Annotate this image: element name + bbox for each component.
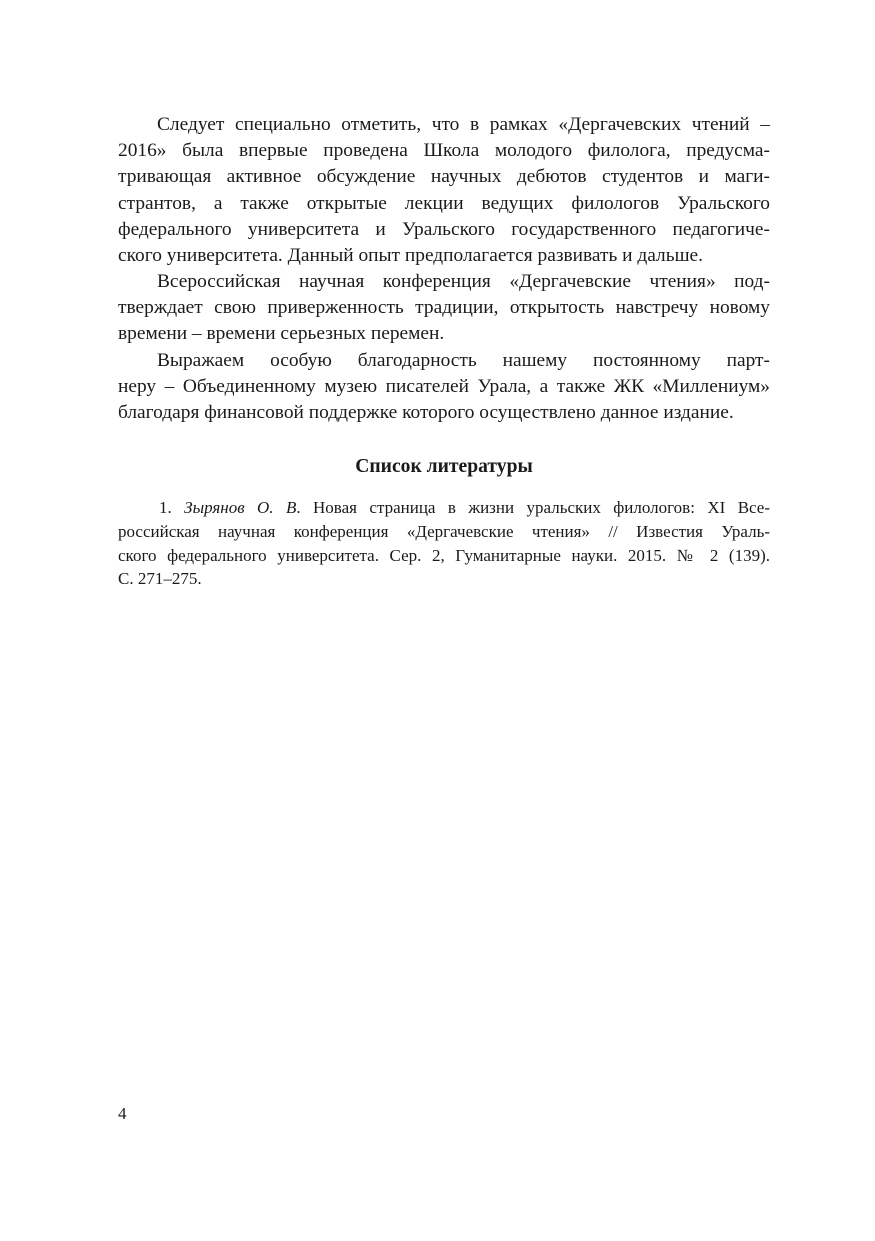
- paragraph-line: Выражаем особую благодарность нашему постоянному парт-: [157, 350, 770, 371]
- reference-number: 1.: [159, 498, 172, 517]
- body-paragraph-3: [118, 348, 770, 427]
- reference-text: . Новая страница в жизни уральских филологов: XI Все-: [296, 498, 770, 517]
- paragraph-line: Следует специально отметить, что в рамках «Дергачевских чтений –: [157, 114, 770, 135]
- paragraph-line: тривающая активное обсуждение научных дебютов студентов и маги-: [118, 166, 770, 188]
- body-paragraph-2: [118, 269, 770, 348]
- paragraph-line: неру – Объединенному музею писателей Урала, а также ЖК «Миллениум»: [118, 376, 770, 398]
- body-paragraph-1: [118, 112, 770, 269]
- paragraph-line: времени – времени серьезных перемен.: [118, 323, 445, 345]
- reference-author: Зырянов О. В: [184, 498, 297, 517]
- reference-item: [118, 496, 770, 591]
- reference-line: С. 271–275.: [118, 569, 202, 589]
- references-list: [118, 496, 770, 591]
- reference-line: российская научная конференция «Дергачевские чтения» // Известия Ураль-: [118, 521, 770, 541]
- paragraph-line: 2016» была впервые проведена Школа молодого филолога, предусма-: [118, 140, 770, 162]
- paragraph-line: федерального университета и Уральского государственного педагогиче-: [118, 218, 770, 240]
- page-number: 4: [118, 1104, 127, 1123]
- paragraph-line: тверждает свою приверженность традиции, открытость навстречу новому: [118, 297, 770, 319]
- reference-line: ского федерального университета. Сер. 2, Гуманитарные науки. 2015. № 2 (139).: [118, 545, 770, 565]
- paragraph-line: странтов, а также открытые лекции ведущих филологов Уральского: [118, 192, 770, 214]
- paragraph-line: благодаря финансовой поддержке которого осуществлено данное издание.: [118, 402, 734, 424]
- reference-line: [118, 496, 770, 520]
- paragraph-line: ского университета. Данный опыт предполагается развивать и дальше.: [118, 245, 703, 267]
- paragraph-line: Всероссийская научная конференция «Дергачевские чтения» под-: [157, 271, 770, 292]
- references-heading: Список литературы: [355, 456, 533, 477]
